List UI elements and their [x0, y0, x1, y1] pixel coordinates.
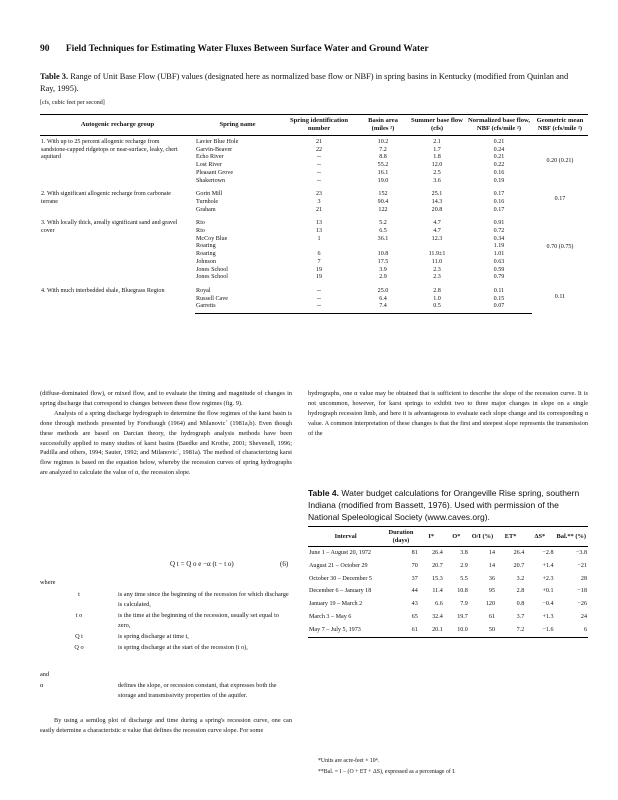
table4-row	[308, 573, 588, 586]
table3-cell: 0.11	[493, 287, 505, 294]
table4-header: Interval	[334, 532, 357, 540]
table3-spring-name: Graham	[196, 206, 216, 213]
table3-cell: 6.4	[379, 295, 387, 302]
table4-label: Table 4.	[308, 488, 340, 498]
table3-spring-name: McCoy Blue	[196, 235, 228, 242]
table3-cell	[408, 243, 466, 251]
table4-cell: +1.4	[542, 562, 554, 569]
table3-cell: 2.3	[433, 266, 441, 273]
table4-cell: 11.4	[432, 588, 443, 595]
table4-cell: 20.1	[419, 624, 444, 637]
table4-cell: 15.3	[432, 575, 443, 582]
table4-cell: 120	[485, 601, 496, 608]
definition-item	[40, 590, 292, 610]
right-column	[308, 389, 588, 439]
table3-cell: 4.7	[433, 220, 441, 227]
table4-cell: 7.9	[460, 601, 468, 608]
table3-cell: 21	[315, 206, 323, 213]
paragraph: By using a semilog plot of discharge and time during a spring's recession curve, one can easily determine a characteristic α value that defines the recession curve slope. For some	[40, 717, 292, 734]
table4-row	[308, 611, 588, 624]
table3-row	[40, 214, 588, 228]
table3-cell: 90.4	[377, 198, 389, 205]
table3-cell: --	[316, 177, 322, 184]
table4-row	[308, 624, 588, 637]
table3-cell: 0.72	[493, 228, 505, 235]
table4-cell: −2.8	[542, 550, 554, 556]
table3-group-cell: 3. With locally thick, areally significant sand and gravel cover	[41, 220, 178, 235]
where-label: where	[40, 579, 56, 586]
definition-text: is the time at the beginning of the recession, usually set equal to zero,	[118, 611, 280, 629]
table3-group-cell: 2. With significant allogenic recharge from carbonate terrane	[41, 191, 171, 205]
table4-cell: +2.3	[542, 575, 554, 582]
table3-cell: 2.3	[433, 274, 441, 281]
table3-cell: --	[316, 162, 322, 169]
table3-cell: 16.1	[377, 169, 389, 176]
table3-cell: 1.01	[493, 251, 505, 258]
table4-cell: 7.2	[496, 624, 525, 637]
table3-cell: 7	[317, 258, 321, 265]
left-column	[40, 389, 292, 478]
table3-units: [cfs, cubic feet per second]	[40, 100, 105, 106]
table3	[40, 114, 588, 314]
table4-cell: 61	[488, 613, 496, 620]
table3-header: Spring identification number	[289, 117, 349, 132]
definition-item	[40, 611, 292, 631]
table3-header-row	[40, 115, 588, 136]
definition-symbol: t o	[75, 611, 83, 619]
table3-group-cell: 1. With up to 25 percent allogenic recharge from sandstone-capped ridgetops or near-surface, leaky, chert aquitard	[41, 139, 178, 161]
table3-spring-name: Roaring	[196, 251, 216, 258]
table4-header-row	[308, 527, 588, 547]
table3-cell: 36.1	[377, 235, 389, 242]
table4-cell: 70	[411, 562, 418, 569]
table3-cell: 1	[317, 235, 321, 242]
table3-cell: 11.0	[431, 258, 443, 265]
table3-cell: 17.5	[377, 258, 389, 265]
table3-cell: --	[316, 154, 322, 161]
table3-cell: 0.21	[493, 154, 505, 161]
alpha-definition: defines the slope, or recession constant, that expresses both the storage and transmissivity properties of the aquifer.	[118, 682, 277, 699]
table4-cell: 20.7	[513, 562, 525, 569]
table3-cell: 0.17	[493, 206, 505, 213]
table3-cell	[358, 243, 408, 251]
table3-caption	[40, 71, 585, 95]
table4-caption-text: Water budget calculations for Orangeville Rise spring, southern Indiana (modified from Bassett, 1976). Used with permission of the National Speleological Society (www.caves.org).	[308, 488, 580, 522]
table3-cell: 0.79	[493, 274, 505, 281]
table4-row	[308, 598, 588, 611]
table4-row	[308, 585, 588, 598]
definition-text: is spring discharge at the start of the recession (t o),	[118, 643, 248, 651]
table4-interval: December 6 – January 18	[309, 588, 372, 595]
table4-caption	[308, 487, 588, 523]
paragraph: Analysis of a spring discharge hydrograph to determine the flow regimes of the karst basin is done through methods presented by Forstbaugh (1964) and Milanovic´ (1981a,b). Even though these methods are based on Darcian theory, the hydrograph analysis methods have been successfully applied to many studies of karst basins (Baedke and Krothe, 2001; Shevenell, 1996; Padilla and others, 1994; Sauter, 1992; and Milanovic´, 1981a). The method of characterizing karst flow regimes is based on the equation below, whereby the recession curves of spring hydrographs are analyzed to calculate the value of α, the recession slope.	[40, 409, 292, 477]
definition-text: is spring discharge at time t,	[118, 632, 189, 640]
table4-cell: 10.0	[444, 624, 469, 637]
table3-spring-name: Jones School	[196, 266, 228, 273]
table3-header: Geometric mean NBF (cfs/mile ²)	[536, 117, 584, 132]
table4	[308, 526, 588, 638]
equation-number: (6)	[280, 560, 289, 568]
table3-cell: 19.0	[377, 177, 389, 184]
table3-cell: 20.8	[431, 206, 443, 213]
table3-cell: 6	[317, 251, 321, 258]
table3-geometric-mean: 0.70 (0.75)	[546, 244, 574, 251]
table4-row	[308, 560, 588, 573]
table3-row	[40, 185, 588, 199]
table3-cell: 8.8	[379, 154, 387, 161]
table3-cell: 23	[315, 191, 323, 198]
table4-interval: June 1 – August 20, 1972	[309, 550, 371, 556]
table4-cell: 36	[488, 575, 496, 582]
table3-geometric-mean: 0.11	[554, 293, 566, 300]
table3-cell: --	[316, 169, 322, 176]
table3-cell: 2.1	[433, 139, 441, 145]
table4-cell: 26.4	[432, 550, 443, 556]
table3-cell: 19	[315, 274, 323, 281]
table3-cell: 4.7	[433, 228, 441, 235]
table3-header: Normalized base flow, NBF (cfs/mile ²)	[467, 117, 531, 132]
table3-cell: 13	[315, 220, 323, 227]
running-header	[40, 44, 429, 54]
table3-spring-name: Turnhole	[196, 198, 219, 205]
table3-cell: 1.19	[493, 243, 505, 250]
table4-header: I*	[428, 532, 435, 540]
table3-cell: 7.4	[358, 303, 408, 313]
table3-cell: 1.0	[433, 295, 441, 302]
table4-cell: 20.7	[432, 562, 443, 569]
table4-interval: August 21 – October 29	[309, 562, 368, 569]
table3-cell: --	[316, 287, 322, 294]
alpha-symbol: α	[40, 682, 44, 689]
table4-cell: 61	[383, 624, 419, 637]
table4-interval: May 7 – July 5, 1973	[308, 624, 383, 637]
table3-spring-name: Rio	[196, 220, 205, 227]
table3-spring-name: Garvin-Beaver	[196, 146, 233, 153]
table3-cell: 1.8	[433, 154, 441, 161]
table3-caption-text: Range of Unit Base Flow (UBF) values (designated here as normalized base flow or NBF) in spring basins in Kentucky (modified from Quinlan and Ray, 1995).	[40, 72, 569, 93]
and-label: and	[40, 671, 50, 678]
table3-cell: 0.17	[493, 191, 505, 198]
table3-row	[40, 282, 588, 296]
paragraph: hydrographs, one α value may be obtained that is sufficient to describe the slope of the recession curve. It is not uncommon, however, for karst springs to exhibit two to three major changes in slope on a single hydrograph recession limb, and here it is advantageous to evaluate each slope change and its corresponding α value. A common interpretation of these changes is that the first and steepest slope represents the transmission of the	[308, 390, 588, 437]
table3-cell: 7.2	[379, 146, 387, 153]
table4-footnote: **Bal. = I − (O + ET + ΔS), expressed as a percentage of I.	[318, 769, 456, 775]
table4-cell: 14	[488, 562, 496, 569]
table3-spring-name: Garretts	[195, 303, 280, 313]
table4-cell: +1.3	[542, 613, 554, 620]
table4-cell: +0.1	[542, 588, 554, 595]
table4-cell: −21	[577, 562, 587, 569]
table4-cell: 81	[411, 550, 418, 556]
table3-geometric-mean: 0.20 (0.21)	[546, 158, 574, 165]
table3-row	[40, 136, 588, 147]
table3-cell: 10.8	[377, 251, 389, 258]
definition-item	[40, 643, 292, 653]
table3-spring-name: Roaring	[196, 243, 216, 250]
table3-header: Basin area (miles ²)	[368, 117, 398, 132]
table3-cell: 0.19	[493, 177, 505, 184]
table3-cell: 0.15	[493, 295, 505, 302]
table3-cell: 13	[315, 228, 323, 235]
table4-cell: 65	[411, 613, 418, 620]
definition-symbol: Q o	[74, 643, 84, 651]
table3-cell: 25.0	[377, 287, 389, 294]
table3-spring-name: Gorin Mill	[196, 191, 223, 198]
table4-cell: 24	[580, 613, 587, 620]
table3-cell: 122	[378, 206, 388, 213]
table3-cell: 6.5	[379, 228, 387, 235]
table3-header: Summer base flow (cfs)	[411, 117, 463, 132]
page-number: 90	[40, 44, 50, 54]
table3-spring-name: Jones School	[196, 274, 228, 281]
running-title: Field Techniques for Estimating Water Fluxes Between Surface Water and Ground Water	[65, 44, 429, 54]
table4-cell: 3.7	[516, 613, 525, 620]
table4-cell: 32.4	[432, 613, 443, 620]
table4-header: Bal.** (%)	[556, 532, 586, 540]
table3-cell: 3	[317, 198, 321, 205]
table3-cell: 0.21	[493, 139, 505, 145]
table4-header: O/I (%)	[471, 532, 494, 540]
table4-cell: 3.8	[460, 550, 468, 556]
table3-cell: 12.3	[431, 235, 443, 242]
table4-cell: 44	[411, 588, 418, 595]
table4-cell: 43	[411, 601, 418, 608]
table3-cell: 21	[315, 139, 323, 145]
equation-6	[170, 560, 234, 568]
table4-cell: 6.6	[435, 601, 443, 608]
table3-cell: 152	[378, 191, 388, 198]
table3-spring-name: Shakertown	[196, 177, 226, 184]
table3-label: Table 3.	[40, 72, 69, 81]
table4-cell: 6	[555, 624, 588, 637]
table4-cell: −26	[577, 601, 587, 608]
table4-cell: 2.8	[516, 588, 525, 595]
table3-cell: 2.9	[379, 274, 387, 281]
table4-cell: −18	[577, 588, 587, 595]
table4-header: Duration (days)	[388, 529, 414, 544]
table3-cell: 14.3	[431, 198, 443, 205]
table3-cell: 0.34	[493, 235, 505, 242]
table4-cell: 95	[488, 588, 496, 595]
table4-cell: 14	[488, 550, 496, 556]
table3-spring-name: Echo River	[196, 154, 224, 161]
table4-cell: 26.4	[513, 550, 525, 556]
table3-spring-name: Russell Cave	[196, 295, 228, 302]
table3-cell: 0.07	[466, 303, 532, 313]
table4-interval: January 19 – March 2	[309, 601, 363, 608]
table3-cell: 0.59	[493, 266, 505, 273]
table4-cell: 28	[580, 575, 587, 582]
equation: Q t = Q o e −α (t − t o)	[170, 560, 234, 568]
table4-footnote: *Units are acre-feet × 10⁴.	[318, 758, 380, 764]
table3-cell: 2.5	[433, 169, 441, 176]
table3-spring-name: Lost River	[196, 162, 222, 169]
table4-cell: −0.4	[542, 601, 554, 608]
table4-cell: 2.9	[460, 562, 468, 569]
table4-header: O*	[452, 532, 461, 540]
table4-cell: 0.8	[516, 601, 525, 608]
table3-cell: --	[280, 303, 358, 313]
table4-header: ET*	[504, 532, 517, 540]
table3-cell: 0.16	[493, 198, 505, 205]
table4-cell: 5.5	[460, 575, 468, 582]
paragraph: (diffuse-dominated flow), or mixed flow, and to evaluate the timing and magnitude of changes in spring discharge that correspond to changes between these flow regimes (fig. 9).	[40, 390, 292, 407]
table3-cell: 12.0	[431, 162, 443, 169]
table3-cell: 0.5	[408, 303, 466, 313]
table3-cell: 55.2	[377, 162, 389, 169]
table3-spring-name: Lavier Blue Hole	[196, 139, 239, 145]
table3-cell: 22	[315, 146, 323, 153]
table3-cell: --	[316, 295, 322, 302]
table4-cell: −1.6	[525, 624, 554, 637]
table3-cell: 0.16	[493, 169, 505, 176]
table3-cell: 5.2	[379, 220, 387, 227]
table4-cell: −3.8	[575, 550, 587, 556]
table3-cell: 3.6	[433, 177, 441, 184]
table4-cell: 3.2	[516, 575, 525, 582]
table4-cell: 19.7	[457, 613, 468, 620]
table3-group-cell: 4. With much interbedded shale, Bluegrass Region	[41, 287, 165, 294]
table3-spring-name: Rio	[196, 228, 205, 235]
table3-cell	[280, 243, 358, 251]
table3-header: Autogenic recharge group	[80, 121, 155, 128]
definitions-list	[40, 590, 292, 653]
definition-symbol: Q t	[75, 632, 83, 640]
table3-cell: 3.9	[379, 266, 387, 273]
table4-interval: October 30 – December 5	[309, 575, 372, 582]
table3-spring-name: Pleasant Grove	[196, 169, 234, 176]
table4-cell: 50	[469, 624, 496, 637]
table3-cell: 25.1	[431, 191, 443, 198]
table3-header: Spring name	[219, 121, 256, 128]
table3-cell: 0.63	[493, 258, 505, 265]
table3-cell: 1.7	[433, 146, 441, 153]
table4-interval: March 3 – May 6	[309, 613, 352, 620]
table4-row	[308, 547, 588, 560]
table3-cell: 10.2	[377, 139, 389, 145]
table4-cell: 37	[411, 575, 418, 582]
table3-spring-name: Royal	[196, 287, 211, 294]
table3-cell: 0.91	[493, 220, 505, 227]
definition-symbol: t	[78, 591, 80, 598]
table4-header: ΔS*	[534, 532, 546, 540]
table4-cell: 10.8	[457, 588, 468, 595]
table3-cell: 19	[315, 266, 323, 273]
definition-text: is any time since the beginning of the recession for which discharge is calculated,	[118, 591, 289, 608]
table3-cell: 2.8	[433, 287, 441, 294]
definition-item	[40, 632, 292, 642]
table3-spring-name: Johnson	[196, 258, 216, 265]
table3-cell: 11.9±1	[428, 251, 446, 258]
table3-cell: 0.22	[493, 162, 505, 169]
table3-geometric-mean: 0.17	[554, 195, 566, 202]
table3-cell: 0.24	[493, 146, 505, 153]
